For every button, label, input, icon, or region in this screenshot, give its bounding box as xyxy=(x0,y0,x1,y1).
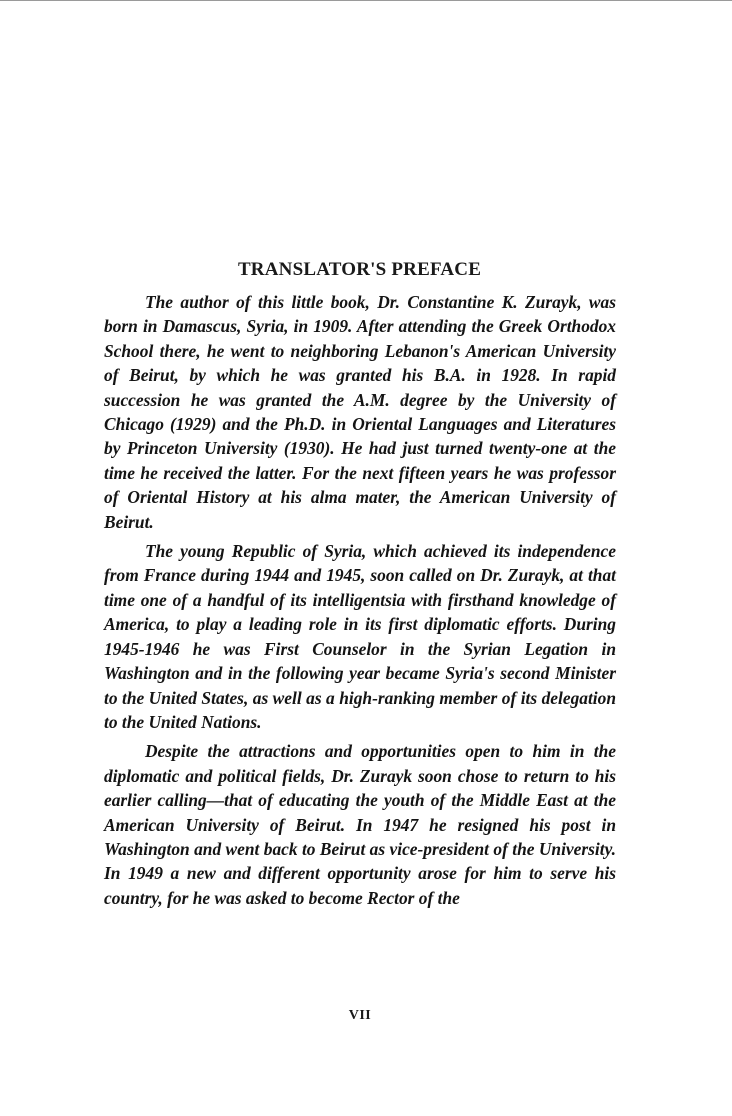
page-number: VII xyxy=(348,1008,372,1023)
paragraph-3: Despite the attractions and opportunities open to him in the diplomatic and political fields, Dr. Zurayk soon chose to return to his earlier calling—that of educating the youth of the Middle East at the American University of Beirut. In 1947 he resigned his post in Washington and went back to Beirut as vice-president of the University. In 1949 a new and different opportunity arose for him to serve his country, for he was asked to become Rector of the xyxy=(104,741,616,908)
paragraph-1: The author of this little book, Dr. Constantine K. Zurayk, was born in Damascus, Syria, in 1909. After attending the Greek Orthodox School there, he went to neighboring Lebanon's American University of Beirut, by which he was granted his B.A. in 1928. In rapid succession he was granted the A.M. degree by the University of Chicago (1929) and the Ph.D. in Oriental Languages and Literatures by Princeton University (1930). He had just turned twenty-one at the time he received the latter. For the next fifteen years he was professor of Oriental History at his alma mater, the American University of Beirut. xyxy=(104,292,616,532)
top-border-rule xyxy=(0,0,732,1)
paragraph-2: The young Republic of Syria, which achieved its independence from France during 1944 and 1945, soon called on Dr. Zurayk, at that time one of a handful of its intelligentsia with firsthand knowledge of America, to play a leading role in its first diplomatic efforts. During 1945-1946 he was First Counselor in the Syrian Legation in Washington and in the following year became Syria's second Minister to the United States, as well as a high-ranking member of its delegation to the United Nations. xyxy=(104,541,616,732)
page-title: TRANSLATOR'S PREFACE xyxy=(237,258,482,280)
preface-body xyxy=(104,290,616,915)
